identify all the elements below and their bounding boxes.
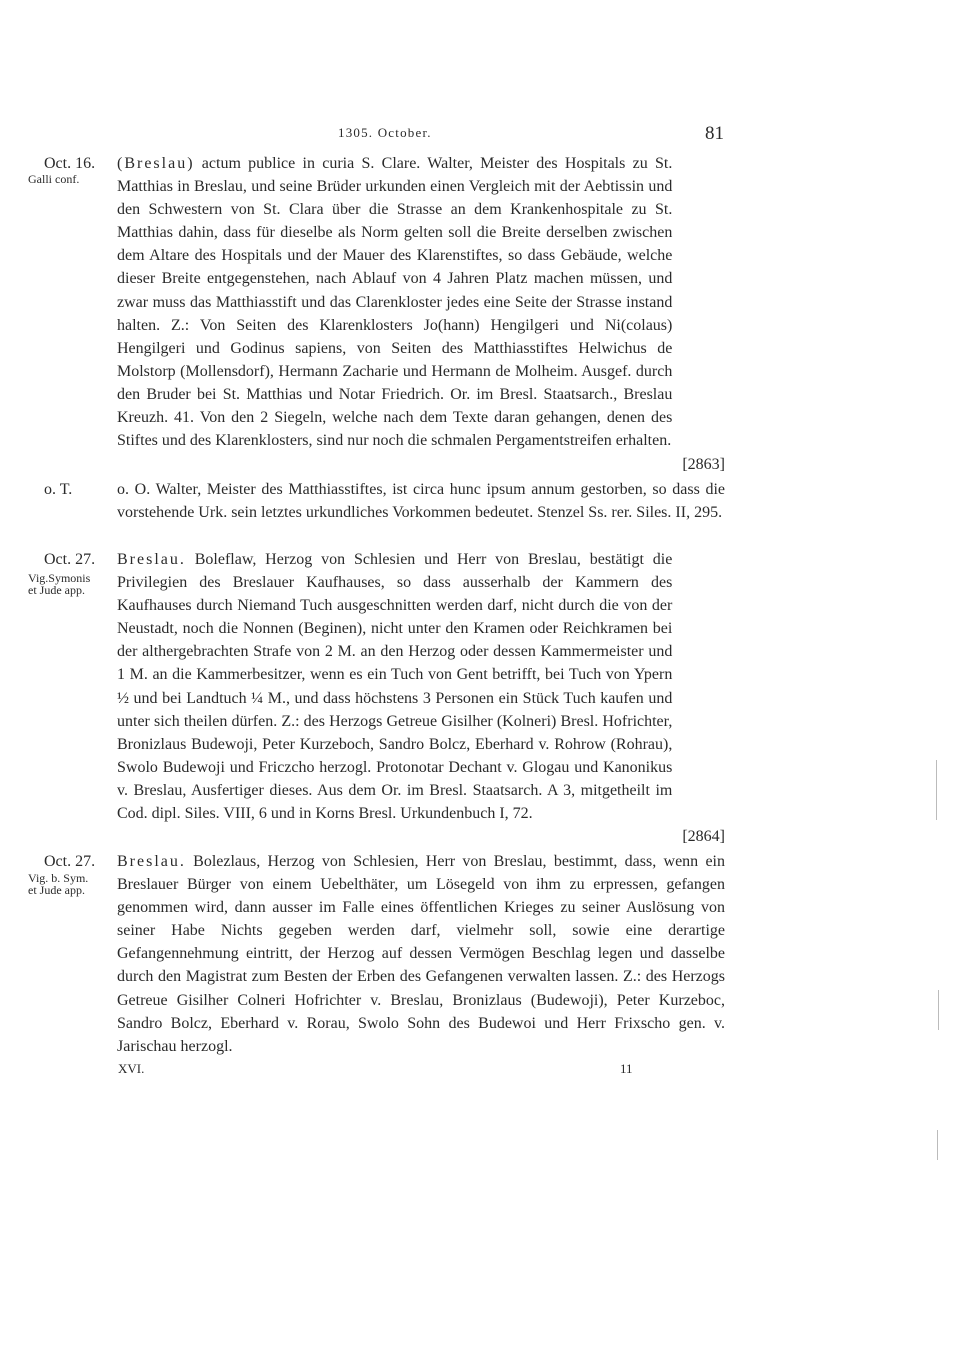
entry-source-note [28,572,112,596]
entry-place: Breslau. [117,551,186,568]
scan-edge-mark [936,760,937,820]
running-title: 1305. October. [338,125,432,140]
entry-text [117,548,725,848]
source-note-line: Vig.Symonis [28,571,91,585]
entry-text [117,478,725,524]
register-number: [2864] [682,828,725,845]
entry-body: Bolezlaus, Herzog von Schlesien, Herr von Breslau, bestimmt, dass, wenn ein Breslauer Bürger von einem Uebelthäter, um Lösegeld von ihm zu erpressen, gefangen genommen wird, dann ausser im Falle eines öffentlichen Krieges zu seiner Auslösung von seiner Habe Nichts gegeben werden darf, vielmehr soll, sowie eine derartige Gefangennehmung eintritt, der Herzog auf dessen Vermögen Beschlag legen und dasselbe durch den Magistrat zum Besten der Erben des Gefangenen verwalten lassen. Z.: des Herzogs Getreue Gisilher Colneri Hofrichter v. Breslau, Bronizlaus (Budewoji), Peter Kurzeboc, Sandro Bolcz, Eberhard v. Rorau, Swolo Sohn des Budewoi und Herr Frixscho gen. v. Jarischau herzogl. [117,853,725,1055]
entry-text [117,152,725,476]
entry-date: o. T. [44,481,73,498]
running-head [0,123,960,147]
entry-body: Boleflaw, Herzog von Schlesien und Herr von Breslau, bestätigt die Privilegien des Breslauer Kaufhauses, so dass ausserhalb der Kammern des Kaufhauses durch Niemand Tuch ausgeschnitten werden darf, nicht durch die von der Neustadt, noch die Nonnen (Beginen), nicht unter den Kramen oder Reichkramen bei der althergebrachten Strafe von 2 M. an den Herzog oder dessen Kammermeister und 1 M. an die Kammerbesitzer, wenn es ein Tuch von Gent betrifft, bei Tuch von Ypern ½ und bei Landtuch ¼ M., und dass höchstens 3 Personen ein Stück Tuch kaufen und unter sich theilen dürfen. Z.: des Herzogs Getreue Gisilher (Kolneri) Bresl. Hofrichter, Bronizlaus Budewoji, Peter Kurzeboch, Sandro Bolcz, Eberhard v. Rohrow (Rohrau), Swolo Budewoji und Friczcho herzogl. Protonotar Dechant v. Glogau und Kanonikus v. Breslau, Ausfertiger dieses. Aus dem Or. im Bresl. Staatsarch. A 3, mitgetheilt im Cod. dipl. Siles. VIII, 6 und in Korns Bresl. Urkundenbuch I, 72. [117,551,673,823]
scan-edge-mark [937,1130,938,1160]
entry-body: Walter, Meister des Matthiasstiftes, ist circa hunc ipsum annum gestorben, so dass die vorstehende Urk. sein letztes urkundliches Vorkommen bedeutet. Stenzel Ss. rer. Siles. II, 295. [117,481,725,522]
source-note-line: et Jude app. [28,583,85,597]
entry-place: Breslau. [117,853,186,870]
source-note-line: Galli conf. [28,172,80,186]
entry-place: (Breslau) [117,155,195,172]
entry-place: o. O. [117,481,151,498]
source-note-line: Vig. b. Sym. [28,871,89,885]
entry-body: actum publice in curia S. Clare. Walter, Meister des Hospitals zu St. Matthias in Breslau, und seine Brüder urkunden einen Vergleich mit der Aebtissin und den Schwestern von St. Clara über die Strasse an dem Krankenhospitale zu St. Matthias dahin, dass für dieselbe als Norm gelten soll die Breite derselben zwischen dem Altare des Hospitals und der Mauer des Klarenstiftes, so dass Gebäude, welche dieser Breite entgegenstehen, nach Ablauf von 4 Jahren Platz machen müssen, und zwar muss das Matthiasstift und das Clarenkloster jedes eine Seite der Strasse instand halten. Z.: Von Seiten des Klarenklosters Jo(hann) Hengilgeri und Ni(colaus) Hengilgeri und Godinus sapiens, von Seiten des Matthiasstiftes Helwichus de Molstorp (Mollensdorf), Hermann Zacharie und Hermann de Molheim. Ausgef. durch den Bruder bei St. Matthias und Notar Friedrich. Or. im Bresl. Staatsarch., Breslau Kreuzh. 41. Von den 2 Siegeln, welche nach dem Texte daran gehangen, denen des Stiftes und des Klarenklosters, sind nur noch die schmalen Pergamentstreifen erhalten. [117,155,673,450]
page-number: 81 [705,123,724,144]
entry-date: Oct. 16. [44,155,96,172]
signature-mark: XVI. [118,1061,145,1076]
entry-date: Oct. 27. [44,551,96,568]
entry-text [117,850,725,1058]
entry-source-note [28,872,112,896]
source-note-line: et Jude app. [28,883,85,897]
scan-edge-mark [938,990,939,1030]
register-number: [2863] [682,456,725,473]
entry-date: Oct. 27. [44,853,96,870]
signature-number: 11 [620,1061,633,1076]
entry-source-note [28,173,112,185]
